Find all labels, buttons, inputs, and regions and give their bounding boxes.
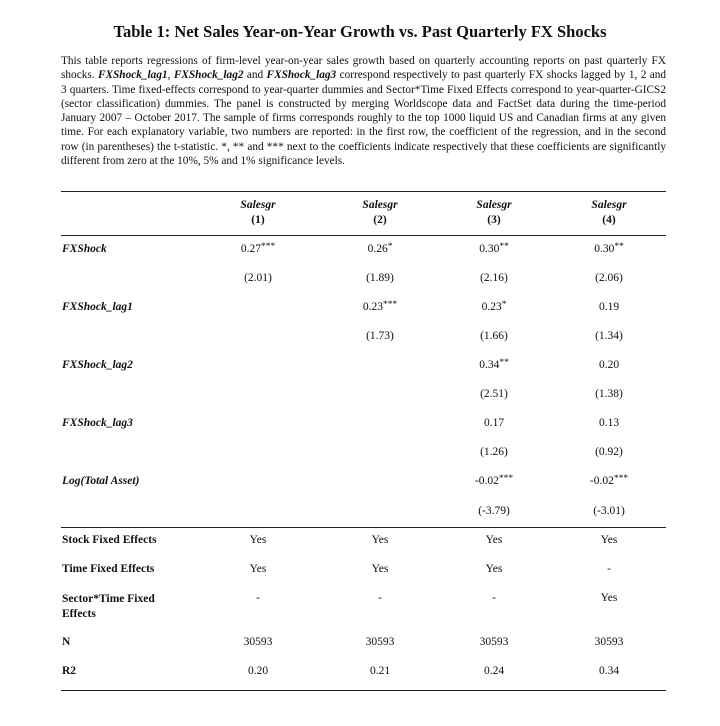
tstat-cell: (2.06)	[595, 272, 623, 284]
fe-cell: Yes	[249, 563, 267, 575]
coef-value: -0.02	[474, 475, 499, 487]
coef-cell	[223, 243, 293, 255]
description-text-1: This table reports regressions of firm-level year-on-year sales growth based on quarterly accounting reports on past quarterly FX shocks.	[61, 55, 666, 82]
column-header-4	[574, 198, 644, 228]
fe-cell: -	[492, 592, 496, 604]
coef-value: 0.20	[598, 359, 620, 371]
fe-cell: -	[378, 592, 382, 604]
row-label-fxshock-lag1: FXShock_lag1	[62, 301, 133, 313]
row-label-stock-fe: Stock Fixed Effects	[62, 534, 157, 546]
coef-cell	[574, 359, 644, 371]
column-header-name: Salesgr	[362, 199, 398, 211]
coef-value: 0.17	[483, 417, 505, 429]
tstat-cell: (1.26)	[480, 446, 508, 458]
coef-cell	[459, 301, 529, 313]
column-header-number: (2)	[373, 214, 387, 226]
fe-cell: Yes	[485, 534, 503, 546]
coef-value: -0.02	[589, 475, 614, 487]
column-header-1	[223, 198, 293, 228]
coef-cell	[574, 243, 644, 255]
row-label-fxshock-lag3: FXShock_lag3	[62, 417, 133, 429]
row-label-log-total-asset: Log(Total Asset)	[62, 475, 140, 487]
row-label-fxshock: FXShock	[62, 243, 107, 255]
fe-cell: Yes	[371, 563, 389, 575]
coef-stars: ***	[260, 242, 276, 252]
stat-cell: 30593	[243, 636, 273, 648]
stat-cell: 0.20	[247, 665, 269, 677]
description-var-lag1: FXShock_lag1	[97, 69, 168, 82]
coef-value: 0.30	[594, 243, 615, 255]
coef-cell	[459, 475, 529, 487]
row-label-fxshock-lag2: FXShock_lag2	[62, 359, 133, 371]
fe-cell: Yes	[371, 534, 389, 546]
description-var-lag2: FXShock_lag2	[173, 69, 244, 82]
table-bottom-rule	[61, 690, 666, 691]
fixed-effects-rule	[61, 527, 666, 528]
coef-stars: ***	[498, 474, 514, 484]
coef-value: 0.34	[479, 359, 500, 371]
coef-value: 0.23	[481, 301, 502, 313]
coef-stars: ***	[613, 474, 629, 484]
coef-stars: **	[499, 358, 509, 368]
row-label-line2: Effects	[62, 608, 96, 620]
coef-value: 0.19	[598, 301, 620, 313]
column-header-name: Salesgr	[591, 199, 627, 211]
coef-value: 0.26	[367, 243, 388, 255]
row-label-sector-time-fe	[62, 592, 155, 622]
tstat-cell: (0.92)	[595, 446, 623, 458]
column-header-name: Salesgr	[240, 199, 276, 211]
tstat-cell: (1.73)	[366, 330, 394, 342]
table-top-rule	[61, 191, 666, 192]
column-header-3	[459, 198, 529, 228]
tstat-cell: (1.34)	[595, 330, 623, 342]
row-label-n: N	[62, 636, 71, 648]
coef-cell	[459, 243, 529, 255]
row-label-r2: R2	[62, 665, 77, 677]
tstat-cell: (-3.01)	[593, 505, 625, 517]
description-var-lag3: FXShock_lag3	[266, 69, 337, 82]
coef-cell	[574, 301, 644, 313]
coef-value: 0.13	[598, 417, 620, 429]
coef-stars: ***	[382, 300, 398, 310]
fe-cell: Yes	[485, 563, 503, 575]
coef-cell	[345, 243, 415, 255]
coef-value: 0.30	[479, 243, 500, 255]
coef-cell	[574, 475, 644, 487]
description-sep-2: and	[243, 69, 267, 82]
tstat-cell: (2.51)	[480, 388, 508, 400]
coef-cell	[574, 417, 644, 429]
tstat-cell: (1.89)	[366, 272, 394, 284]
stat-cell: 0.21	[369, 665, 391, 677]
tstat-cell: (1.38)	[595, 388, 623, 400]
tstat-cell: (1.66)	[480, 330, 508, 342]
description-sep-1: ,	[167, 69, 174, 82]
tstat-cell: (-3.79)	[478, 505, 510, 517]
coef-cell	[345, 301, 415, 313]
coef-value: 0.23	[362, 301, 383, 313]
row-label-line1: Sector*Time Fixed	[62, 593, 155, 605]
coef-stars: **	[614, 242, 624, 252]
stat-cell: 30593	[365, 636, 395, 648]
coef-stars: *	[501, 300, 507, 310]
coef-value: 0.27	[240, 243, 261, 255]
fe-cell: Yes	[600, 534, 618, 546]
row-label-time-fe: Time Fixed Effects	[62, 563, 155, 575]
tstat-cell: (2.16)	[480, 272, 508, 284]
stat-cell: 30593	[594, 636, 624, 648]
column-header-number: (4)	[602, 214, 616, 226]
tstat-cell: (2.01)	[244, 272, 272, 284]
fe-cell: -	[607, 563, 611, 575]
table-title: Table 1: Net Sales Year-on-Year Growth vs. Past Quarterly FX Shocks	[113, 22, 607, 41]
table-description	[61, 54, 666, 168]
coef-cell	[459, 359, 529, 371]
fe-cell: Yes	[249, 534, 267, 546]
coef-cell	[459, 417, 529, 429]
column-header-2	[345, 198, 415, 228]
column-header-number: (1)	[251, 214, 265, 226]
column-header-number: (3)	[487, 214, 501, 226]
coef-stars: *	[387, 242, 393, 252]
description-text-2: correspond respectively to past quarterly FX shocks lagged by 1, 2 and 3 quarters. Time fixed-effects correspond to year-quarter dummies and Sector*Time Fixed Effects correspond to year-quarter-GICS2 (sector classification) dummies. The panel is constructed by merging Worldscope data and FactSet data during the time-period January 2007 – October 2017. The sample of firms corresponds roughly to the top 1000 liquid US and Canadian firms at any given time. For each explanatory variable, two numbers are reported: in the first row, the coefficient of the regression, and in the second row (in parentheses) the t-statistic. *, ** and *** next to the coefficients indicate respectively that these coefficients are significantly different from zero at the 10%, 5% and 1% significance levels.	[61, 69, 667, 168]
fe-cell: Yes	[600, 592, 618, 604]
fe-cell: -	[256, 592, 260, 604]
stat-cell: 0.34	[598, 665, 620, 677]
header-rule	[61, 235, 666, 236]
stat-cell: 0.24	[483, 665, 505, 677]
coef-stars: **	[499, 242, 509, 252]
stat-cell: 30593	[479, 636, 509, 648]
column-header-name: Salesgr	[476, 199, 512, 211]
